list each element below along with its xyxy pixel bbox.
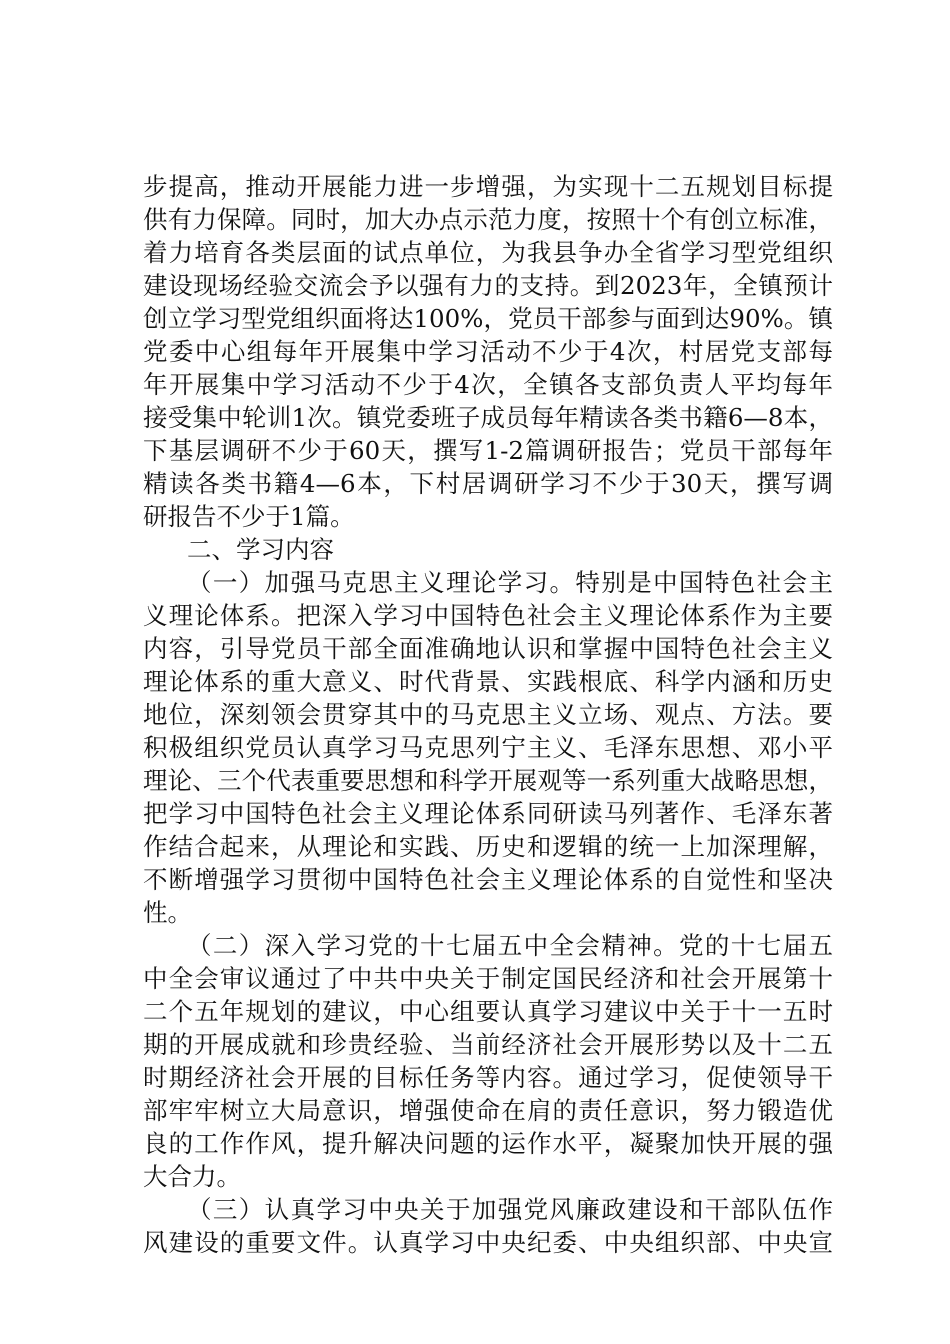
text-line: 时期经济社会开展的目标任务等内容。通过学习，促使领导干 <box>143 1063 833 1092</box>
text-line: 着力培育各类层面的试点单位，为我县争办全省学习型党组织 <box>143 238 833 267</box>
text-line: 精读各类书籍4—6本，下村居调研学习不少于30天，撰写调 <box>143 469 833 498</box>
text-line: 性。 <box>143 898 192 927</box>
text-line: 中全会审议通过了中共中央关于制定国民经济和社会开展第十 <box>143 964 833 993</box>
text-line: 创立学习型党组织面将达100%，党员干部参与面到达90%。镇 <box>143 304 833 333</box>
text-line: 内容，引导党员干部全面准确地认识和掌握中国特色社会主义 <box>143 634 833 663</box>
text-line: 步提高，推动开展能力进一步增强，为实现十二五规划目标提 <box>143 172 833 201</box>
text-line: 把学习中国特色社会主义理论体系同研读马列著作、毛泽东著 <box>143 799 833 828</box>
subsection-heading: （三）认真学习中央关于加强党风廉政建设和干部队伍作 <box>187 1195 833 1224</box>
text-line: 建设现场经验交流会予以强有力的支持。到2023年，全镇预计 <box>143 271 833 300</box>
text-line: 良的工作作风，提升解决问题的运作水平，凝聚加快开展的强 <box>143 1129 833 1158</box>
subsection-heading: （二）深入学习党的十七届五中全会精神。党的十七届五 <box>187 931 833 960</box>
text-line: 党委中心组每年开展集中学习活动不少于4次，村居党支部每 <box>143 337 833 366</box>
text-line: 研报告不少于1篇。 <box>143 502 355 531</box>
text-line: 部牢牢树立大局意识，增强使命在肩的责任意识，努力锻造优 <box>143 1096 833 1125</box>
text-line: 风建设的重要文件。认真学习中央纪委、中央组织部、中央宣 <box>143 1228 833 1257</box>
text-line: 期的开展成就和珍贵经验、当前经济社会开展形势以及十二五 <box>143 1030 833 1059</box>
text-line: 不断增强学习贯彻中国特色社会主义理论体系的自觉性和坚决 <box>143 865 833 894</box>
text-line: 积极组织党员认真学习马克思列宁主义、毛泽东思想、邓小平 <box>143 733 833 762</box>
text-line: 二个五年规划的建议，中心组要认真学习建议中关于十一五时 <box>143 997 833 1026</box>
text-line: 大合力。 <box>143 1162 241 1191</box>
text-line: 年开展集中学习活动不少于4次，全镇各支部负责人平均每年 <box>143 370 833 399</box>
text-line: 接受集中轮训1次。镇党委班子成员每年精读各类书籍6—8本， <box>143 403 833 432</box>
text-line: 义理论体系。把深入学习中国特色社会主义理论体系作为主要 <box>143 601 833 630</box>
text-line: 供有力保障。同时，加大办点示范力度，按照十个有创立标准， <box>143 205 833 234</box>
section-heading: 二、学习内容 <box>187 535 334 564</box>
text-line: 地位，深刻领会贯穿其中的马克思主义立场、观点、方法。要 <box>143 700 833 729</box>
text-line: 理论、三个代表重要思想和科学开展观等一系列重大战略思想， <box>143 766 833 795</box>
text-line: 下基层调研不少于60天，撰写1-2篇调研报告；党员干部每年 <box>143 436 833 465</box>
text-line: 作结合起来，从理论和实践、历史和逻辑的统一上加深理解， <box>143 832 833 861</box>
subsection-heading: （一）加强马克思主义理论学习。特别是中国特色社会主 <box>187 568 833 597</box>
text-line: 理论体系的重大意义、时代背景、实践根底、科学内涵和历史 <box>143 667 833 696</box>
